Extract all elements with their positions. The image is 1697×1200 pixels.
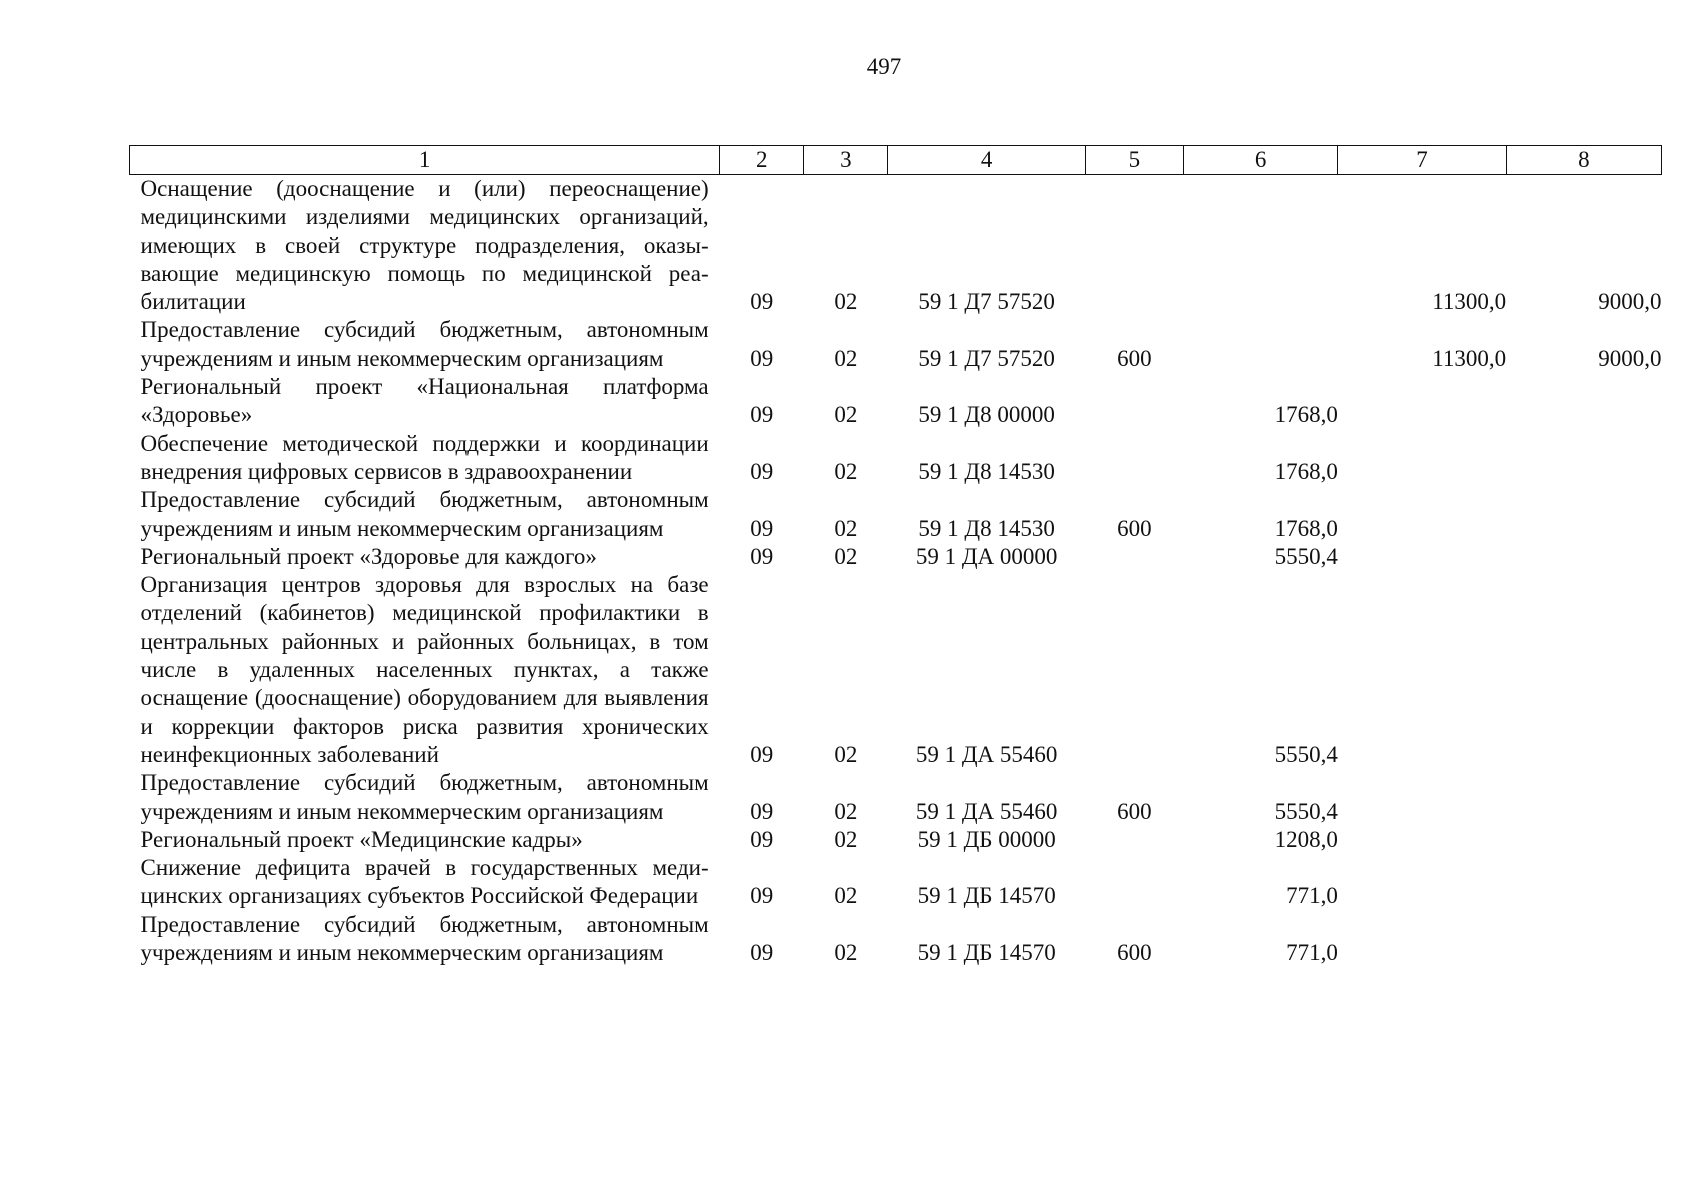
amount-col7 [1338, 769, 1506, 826]
amount-col8 [1506, 769, 1661, 826]
target-article-code: 59 1 ДА 55460 [915, 741, 1058, 767]
target-article-code: 59 1 Д7 57520 [918, 289, 1055, 315]
table-row [130, 826, 1662, 854]
section-code: 09 [750, 345, 774, 371]
amount-col8: 9000,0 [1598, 289, 1662, 315]
amount-col6: 1768,0 [1274, 458, 1338, 484]
subsection-code: 02 [834, 515, 858, 541]
row-description: Предоставление субсидий бюджетным, автономным учреждениям и иным некоммерческим организациям [140, 487, 709, 541]
amount-col8 [1506, 486, 1661, 543]
expense-type-code: 600 [1117, 515, 1152, 541]
column-header: 8 [1506, 146, 1661, 175]
table-row [130, 571, 1662, 769]
target-article-code: 59 1 Д8 14530 [918, 515, 1055, 541]
amount-col6 [1184, 316, 1338, 373]
amount-col6: 5550,4 [1274, 798, 1338, 824]
column-header: 4 [888, 146, 1085, 175]
section-code: 09 [750, 741, 774, 767]
column-header: 5 [1085, 146, 1183, 175]
column-header: 7 [1338, 146, 1506, 175]
expense-type-code [1085, 175, 1183, 317]
section-code: 09 [750, 543, 774, 569]
section-code: 09 [750, 402, 774, 428]
target-article-code: 59 1 ДА 55460 [915, 798, 1058, 824]
budget-table [129, 145, 1662, 967]
column-header: 6 [1184, 146, 1338, 175]
row-description: Снижение дефицита врачей в государственных медицинских организациях субъектов Российской Федерации [140, 855, 709, 909]
column-header: 3 [804, 146, 888, 175]
table-row [130, 373, 1662, 430]
subsection-code: 02 [834, 345, 858, 371]
amount-col8 [1506, 571, 1661, 769]
amount-col8 [1506, 543, 1661, 571]
amount-col7 [1338, 854, 1506, 911]
amount-col7 [1338, 826, 1506, 854]
table-row [130, 769, 1662, 826]
expense-type-code: 600 [1117, 345, 1152, 371]
section-code: 09 [750, 515, 774, 541]
expense-type-code: 600 [1117, 798, 1152, 824]
page-number: 497 [866, 54, 902, 79]
column-header: 1 [130, 146, 720, 175]
subsection-code: 02 [834, 458, 858, 484]
expense-type-code [1085, 571, 1183, 769]
target-article-code: 59 1 Д8 00000 [918, 402, 1055, 428]
table-row [130, 911, 1662, 968]
table-body [130, 175, 1662, 968]
row-description: Обеспечение методической поддержки и координации внедрения цифровых сервисов в здравоохранении [140, 430, 709, 484]
row-description: Региональный проект «Здоровье для каждого» [140, 543, 597, 569]
section-code: 09 [750, 798, 774, 824]
section-code: 09 [750, 458, 774, 484]
table-row [130, 486, 1662, 543]
row-description: Региональный проект «Медицинские кадры» [140, 826, 583, 852]
amount-col6: 771,0 [1286, 883, 1338, 909]
amount-col8 [1506, 826, 1661, 854]
expense-type-code [1085, 373, 1183, 430]
row-description: Оснащение (дооснащение и (или) переоснащение) медицинскими изделиями медицинских организаций, имеющих в своей структуре подразделения, оказывающие медицинскую помощь по медицинской реабилитации [140, 176, 709, 315]
expense-type-code [1085, 543, 1183, 571]
amount-col7 [1338, 430, 1506, 487]
row-description: Предоставление субсидий бюджетным, автономным учреждениям и иным некоммерческим организациям [140, 317, 709, 371]
row-description: Региональный проект «Национальная платформа «Здоровье» [140, 374, 709, 428]
table-row [130, 854, 1662, 911]
table-header-row [130, 146, 1662, 175]
amount-col6 [1184, 175, 1338, 317]
amount-col8: 9000,0 [1598, 345, 1662, 371]
section-code: 09 [750, 940, 774, 966]
section-code: 09 [750, 826, 774, 852]
amount-col7 [1338, 571, 1506, 769]
section-code: 09 [750, 883, 774, 909]
subsection-code: 02 [834, 289, 858, 315]
column-header: 2 [720, 146, 804, 175]
amount-col7 [1338, 911, 1506, 968]
table-row [130, 430, 1662, 487]
amount-col7 [1338, 486, 1506, 543]
amount-col8 [1506, 373, 1661, 430]
amount-col7 [1338, 373, 1506, 430]
row-description: Предоставление субсидий бюджетным, автономным учреждениям и иным некоммерческим организациям [140, 770, 709, 824]
target-article-code: 59 1 Д8 14530 [918, 458, 1055, 484]
amount-col6: 1768,0 [1274, 515, 1338, 541]
amount-col6: 5550,4 [1274, 741, 1338, 767]
expense-type-code [1085, 854, 1183, 911]
target-article-code: 59 1 ДБ 00000 [917, 826, 1056, 852]
amount-col6: 1768,0 [1274, 402, 1338, 428]
table-row [130, 316, 1662, 373]
subsection-code: 02 [834, 883, 858, 909]
subsection-code: 02 [834, 940, 858, 966]
amount-col7 [1338, 543, 1506, 571]
subsection-code: 02 [834, 741, 858, 767]
target-article-code: 59 1 ДА 00000 [915, 543, 1058, 569]
amount-col8 [1506, 430, 1661, 487]
amount-col8 [1506, 854, 1661, 911]
expense-type-code [1085, 430, 1183, 487]
target-article-code: 59 1 ДБ 14570 [917, 940, 1056, 966]
expense-type-code [1085, 826, 1183, 854]
subsection-code: 02 [834, 798, 858, 824]
section-code: 09 [750, 289, 774, 315]
amount-col7: 11300,0 [1432, 289, 1507, 315]
amount-col6: 5550,4 [1274, 543, 1338, 569]
table-row [130, 175, 1662, 317]
amount-col6: 1208,0 [1274, 826, 1338, 852]
table-row [130, 543, 1662, 571]
target-article-code: 59 1 Д7 57520 [918, 345, 1055, 371]
row-description: Организация центров здоровья для взрослых на базе отделений (кабинетов) медицинской профилактики в центральных районных и районных больницах, в том числе в удаленных населенных пунктах, а также оснащение (дооснащение) оборудованием для выявления и коррекции факторов риска развития хронических неинфекционных заболеваний [140, 572, 709, 767]
subsection-code: 02 [834, 402, 858, 428]
subsection-code: 02 [834, 543, 858, 569]
row-description: Предоставление субсидий бюджетным, автономным учреждениям и иным некоммерческим организациям [140, 911, 709, 966]
amount-col6: 771,0 [1286, 940, 1338, 966]
expense-type-code: 600 [1117, 940, 1152, 966]
subsection-code: 02 [834, 826, 858, 852]
target-article-code: 59 1 ДБ 14570 [917, 883, 1056, 909]
amount-col7: 11300,0 [1432, 345, 1507, 371]
amount-col8 [1506, 911, 1661, 968]
